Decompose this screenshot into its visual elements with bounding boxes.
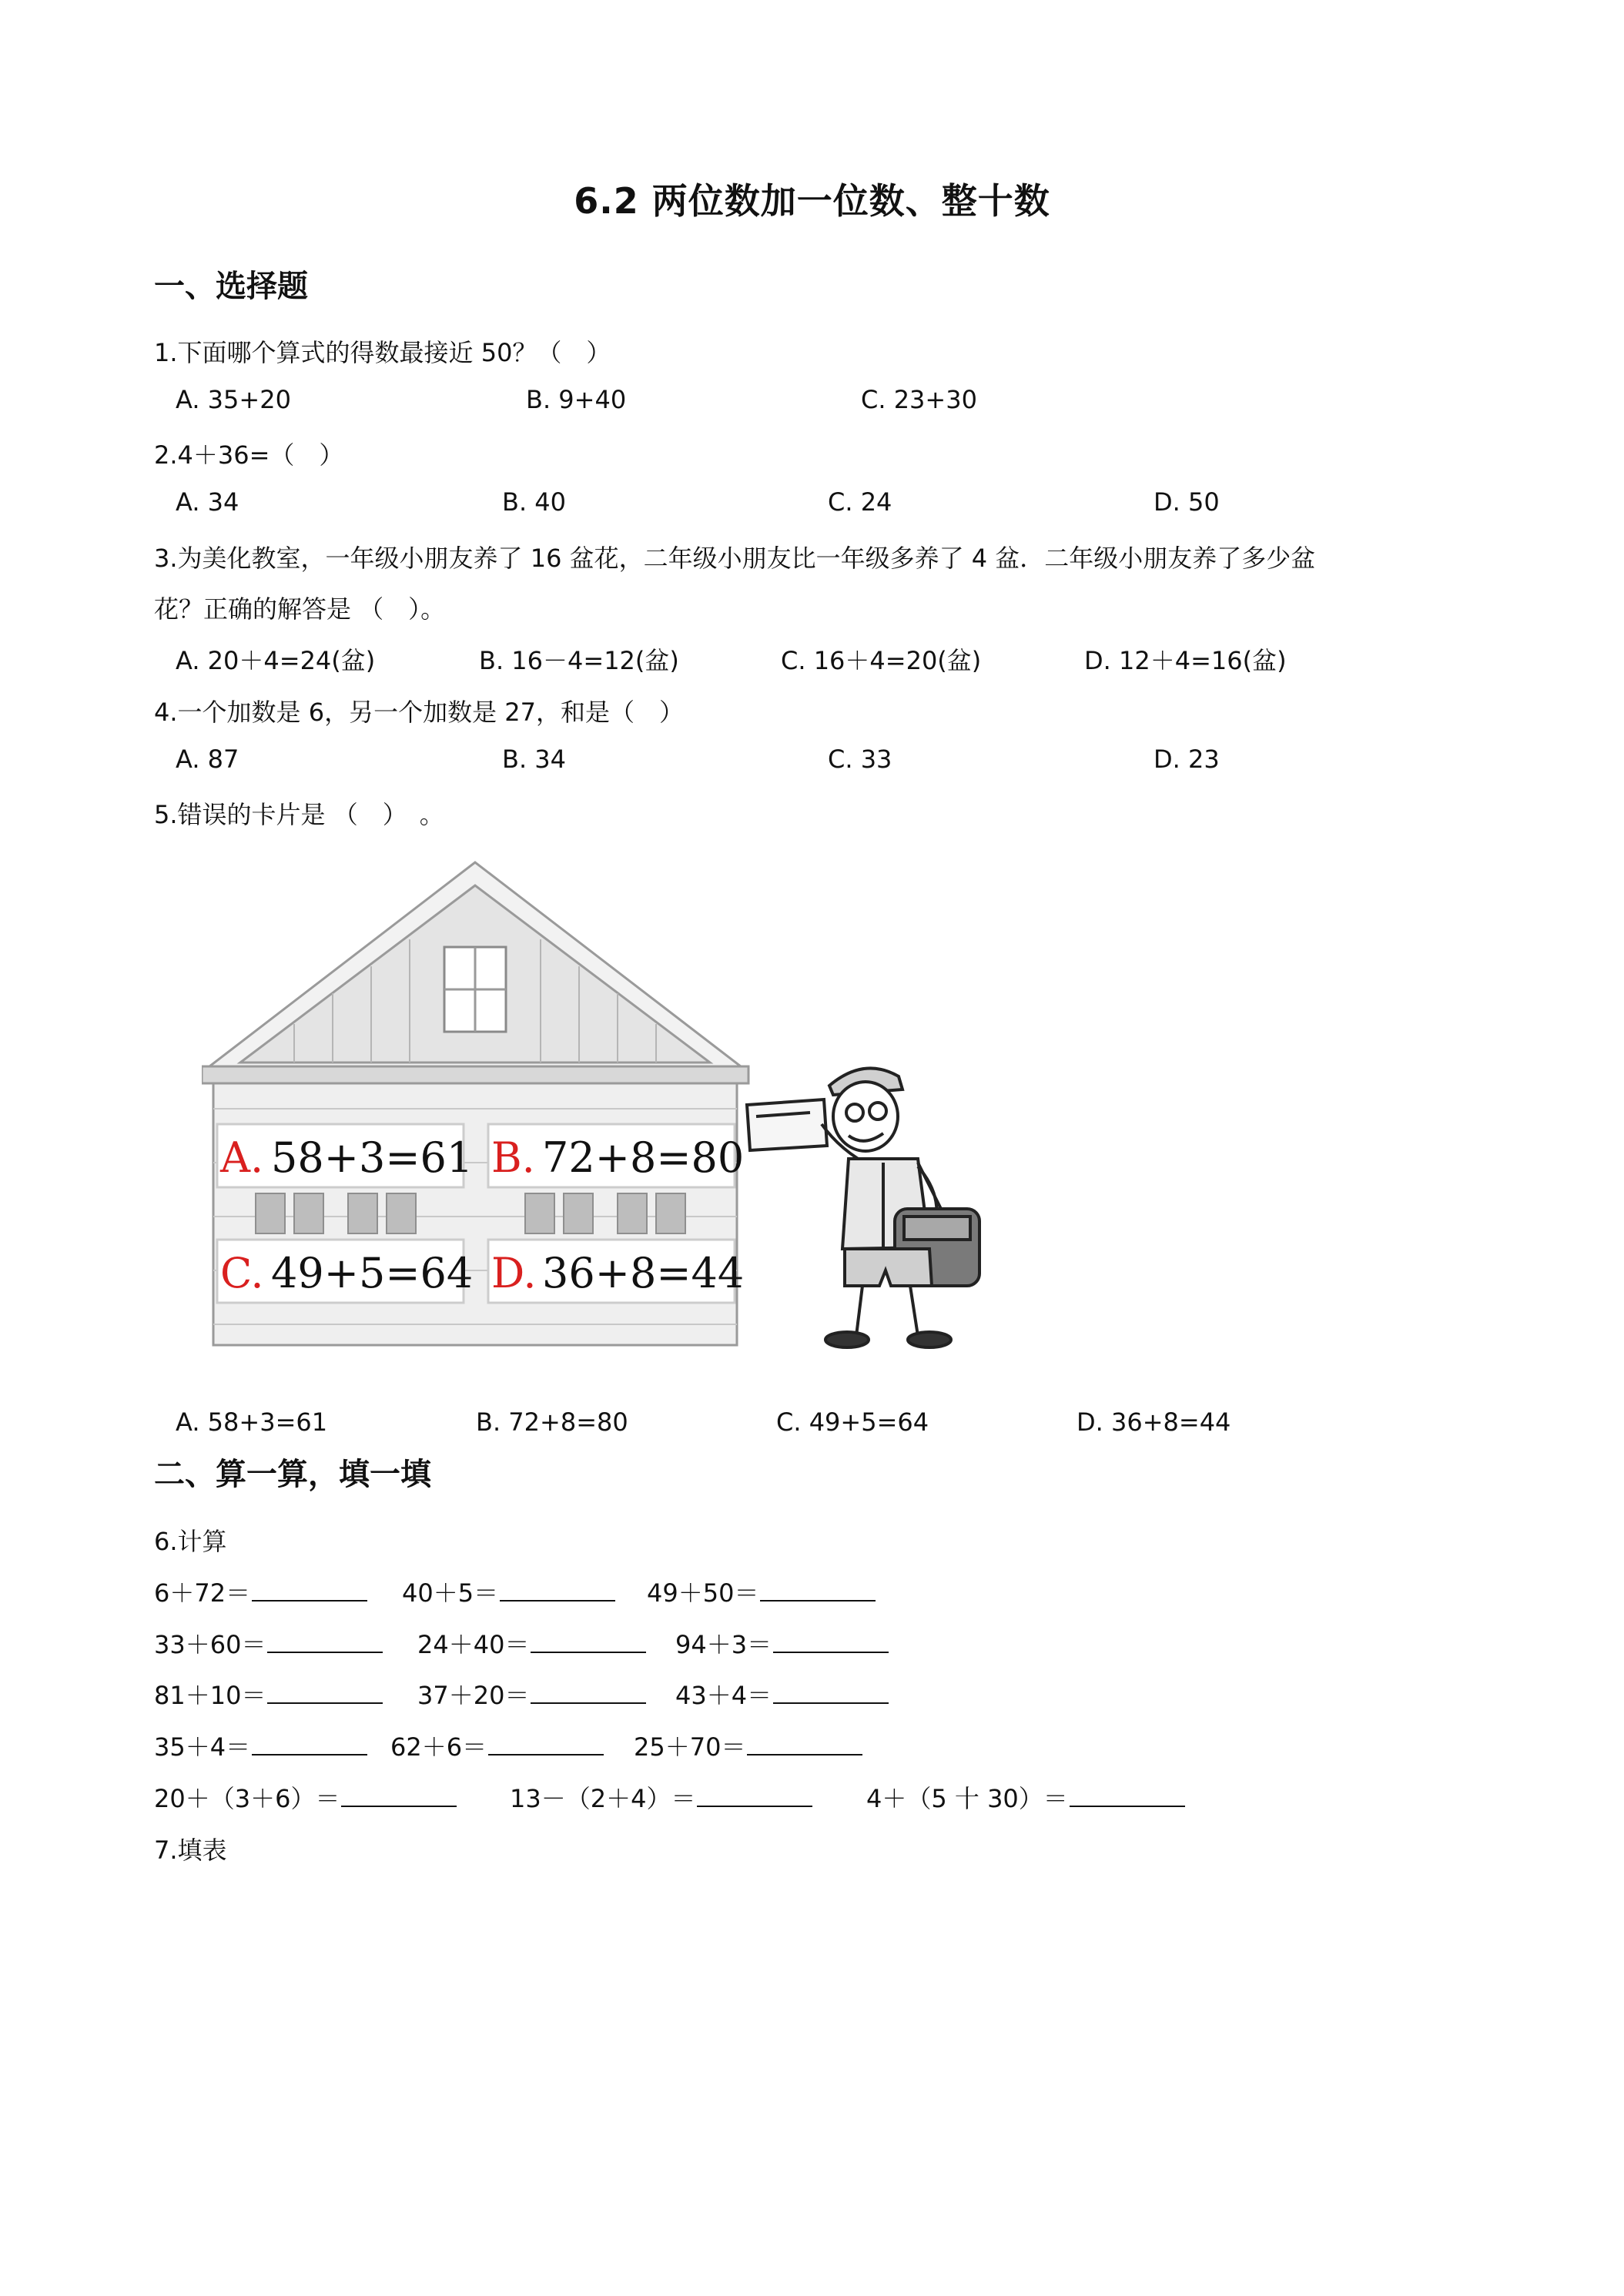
option-a[interactable]: A. 35+20 <box>176 385 291 414</box>
card-c-letter: C. <box>220 1249 264 1297</box>
card-d-expression: 36+8=44 <box>542 1249 745 1297</box>
option-c[interactable]: C. 49+5=64 <box>776 1407 929 1437</box>
question-7-label: 7.填表 <box>154 1836 227 1865</box>
question-4-stem: 4.一个加数是 6，另一个加数是 27，和是（ ） <box>154 698 684 727</box>
option-c[interactable]: C. 33 <box>828 745 892 774</box>
answer-blank[interactable] <box>252 1732 367 1755</box>
option-d[interactable]: D. 23 <box>1154 745 1220 774</box>
calc-expression: 94＋3＝ <box>675 1630 772 1659</box>
option-c[interactable]: C. 16＋4=20(盆) <box>781 646 982 675</box>
option-d[interactable]: D. 36+8=44 <box>1077 1407 1231 1437</box>
section-heading-calculate: 二、算一算，填一填 <box>154 1457 431 1492</box>
house-postman-illustration <box>202 855 987 1363</box>
question-2-stem: 2.4＋36=（ ） <box>154 440 344 470</box>
answer-blank[interactable] <box>531 1630 646 1653</box>
card-d-letter: D. <box>491 1249 537 1297</box>
question-5-stem: 5.错误的卡片是 （ ） 。 <box>154 800 444 829</box>
option-b[interactable]: B. 16－4=12(盆) <box>479 646 679 675</box>
calc-expression: 62＋6＝ <box>390 1732 487 1762</box>
calc-expression: 43＋4＝ <box>675 1681 772 1710</box>
answer-blank[interactable] <box>747 1732 862 1755</box>
option-d[interactable]: D. 12＋4=16(盆) <box>1084 646 1287 675</box>
calc-expression: 20＋（3＋6）＝ <box>154 1784 340 1813</box>
option-c[interactable]: C. 23+30 <box>861 385 977 414</box>
option-b[interactable]: B. 40 <box>502 487 567 517</box>
calc-expression: 24＋40＝ <box>417 1630 530 1659</box>
question-1-stem: 1.下面哪个算式的得数最接近 50？（ ） <box>154 338 611 367</box>
card-c-expression: 49+5=64 <box>271 1249 474 1297</box>
section-heading-choice: 一、选择题 <box>154 269 308 304</box>
question-3-stem-line-1: 3.为美化教室，一年级小朋友养了 16 盆花，二年级小朋友比一年级多养了 4 盆．二年级小朋友养了多少盆 <box>154 544 1316 573</box>
calc-expression: 33＋60＝ <box>154 1630 266 1659</box>
calc-expression: 40＋5＝ <box>402 1578 499 1608</box>
card-a-letter: A. <box>220 1133 264 1182</box>
answer-blank[interactable] <box>697 1784 812 1807</box>
card-b-letter: B. <box>491 1133 535 1182</box>
option-a[interactable]: A. 20＋4=24(盆) <box>176 646 376 675</box>
question-3-stem-line-2: 花？正确的解答是 （ ）。 <box>154 594 446 624</box>
option-a[interactable]: A. 87 <box>176 745 239 774</box>
answer-blank[interactable] <box>760 1578 876 1602</box>
calc-expression: 49＋50＝ <box>647 1578 759 1608</box>
calc-expression: 35＋4＝ <box>154 1732 251 1762</box>
answer-blank[interactable] <box>267 1681 383 1704</box>
option-a[interactable]: A. 58+3=61 <box>176 1407 328 1437</box>
card-b-expression: 72+8=80 <box>542 1133 745 1182</box>
option-b[interactable]: B. 34 <box>502 745 567 774</box>
option-b[interactable]: B. 72+8=80 <box>476 1407 628 1437</box>
question-6-label: 6.计算 <box>154 1527 227 1556</box>
answer-blank[interactable] <box>252 1578 367 1602</box>
page-title: 6.2 两位数加一位数、整十数 <box>574 180 1050 222</box>
option-a[interactable]: A. 34 <box>176 487 239 517</box>
calc-expression: 13－（2＋4）＝ <box>510 1784 696 1813</box>
postman-icon <box>747 1068 979 1347</box>
calc-expression: 37＋20＝ <box>417 1681 530 1710</box>
answer-blank[interactable] <box>500 1578 615 1602</box>
answer-blank[interactable] <box>773 1630 889 1653</box>
answer-blank[interactable] <box>267 1630 383 1653</box>
calc-expression: 81＋10＝ <box>154 1681 266 1710</box>
calc-expression: 25＋70＝ <box>634 1732 746 1762</box>
calc-expression: 6＋72＝ <box>154 1578 251 1608</box>
answer-blank[interactable] <box>488 1732 604 1755</box>
calc-expression: 4＋（5 十 30）＝ <box>866 1784 1068 1813</box>
answer-blank[interactable] <box>531 1681 646 1704</box>
option-d[interactable]: D. 50 <box>1154 487 1220 517</box>
answer-blank[interactable] <box>773 1681 889 1704</box>
option-c[interactable]: C. 24 <box>828 487 892 517</box>
card-a-expression: 58+3=61 <box>271 1133 474 1182</box>
answer-blank[interactable] <box>1070 1784 1185 1807</box>
answer-blank[interactable] <box>341 1784 457 1807</box>
option-b[interactable]: B. 9+40 <box>526 385 627 414</box>
